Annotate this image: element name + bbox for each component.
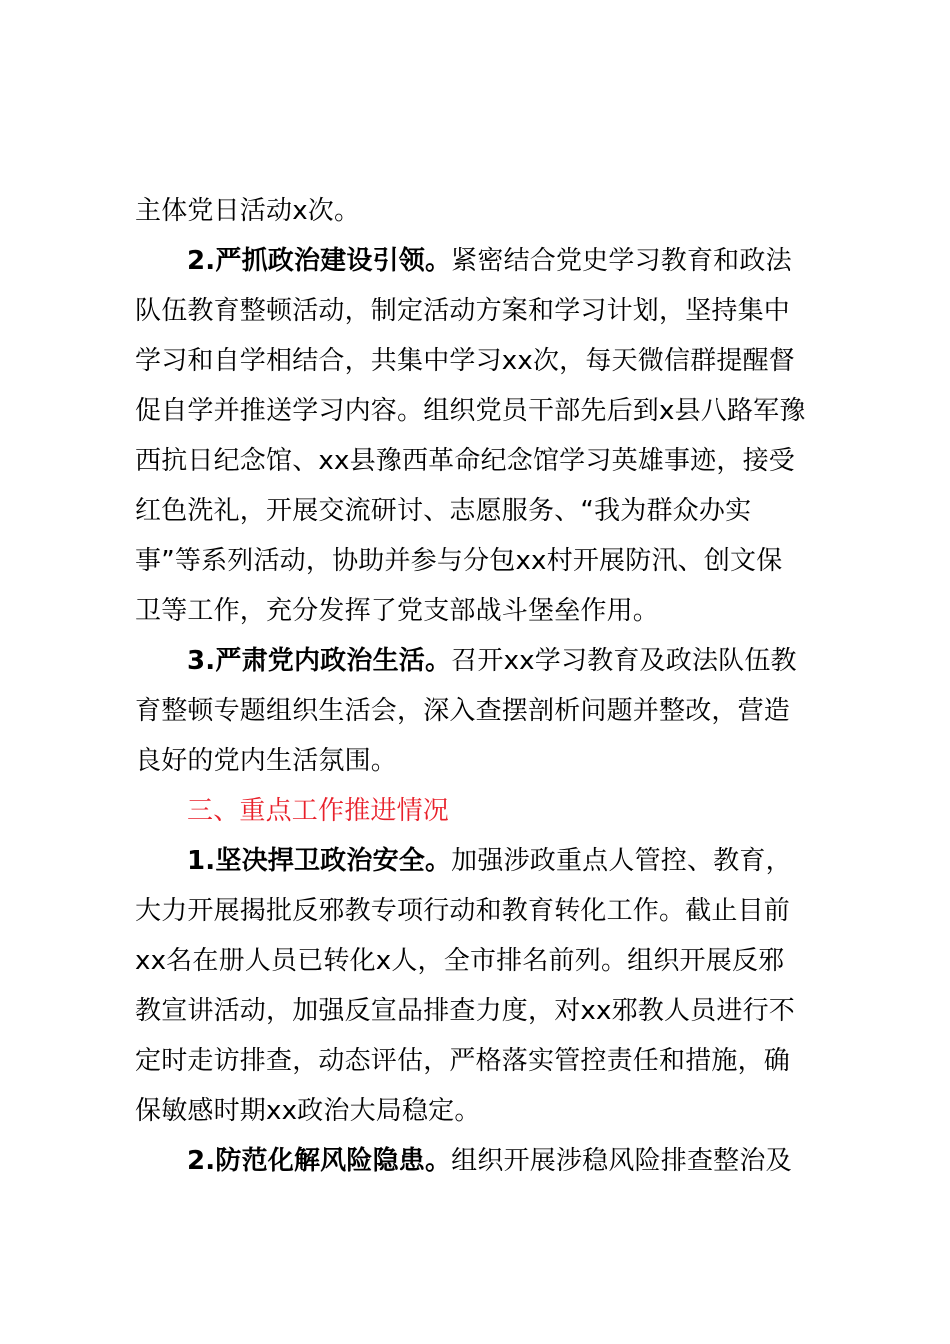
paragraph-first-line [135,836,851,886]
text-line [135,486,851,536]
text-run: 加强涉政重点人管控、教育， [451,846,792,876]
text-line [135,886,851,936]
text-run: 定时走访排查，动态评估，严格落实管控责任和措施，确 [135,1046,791,1076]
text-run: 促自学并推送学习内容。组织党员干部先后到x县八路军豫 [135,396,806,426]
text-line [135,936,851,986]
paragraph-title: 2.严抓政治建设引领。 [187,246,452,276]
text-run: 紧密结合党史学习教育和政法 [451,246,792,276]
text-line [135,686,851,736]
text-run: 教宣讲活动，加强反宣品排查力度，对xx邪教人员进行不 [135,996,795,1026]
text-run: 组织开展涉稳风险排查整治及 [451,1146,792,1176]
text-run: 大力开展揭批反邪教专项行动和教育转化工作。截止目前 [135,896,791,926]
text-line [135,1036,851,1086]
text-run: 红色洗礼，开展交流研讨、志愿服务、“我为群众办实 [135,496,752,526]
text-line [135,586,851,636]
text-line [135,286,851,336]
text-line [135,186,851,236]
text-run: 事”等系列活动，协助并参与分包xx村开展防汛、创文保 [135,546,783,576]
text-run: 保敏感时期xx政治大局稳定。 [135,1096,481,1126]
paragraph-first-line [135,1136,851,1186]
paragraph-title: 2.防范化解风险隐患。 [187,1146,452,1176]
text-run: 学习和自学相结合，共集中学习xx次，每天微信群提醒督 [135,346,795,376]
paragraph-first-line [135,236,851,286]
text-run: 卫等工作，充分发挥了党支部战斗堡垒作用。 [135,596,660,626]
paragraph-title: 3.严肃党内政治生活。 [187,646,452,676]
text-run: xx名在册人员已转化x人，全市排名前列。组织开展反邪 [135,946,785,976]
text-run: 良好的党内生活氛围。 [135,746,398,776]
text-run: 召开xx学习教育及政法队伍教 [451,646,797,676]
text-run: 队伍教育整顿活动，制定活动方案和学习计划，坚持集中 [135,296,791,326]
text-line [135,436,851,486]
document-body [135,186,851,1186]
text-line [135,986,851,1036]
section-heading [135,786,851,836]
text-line [135,1086,851,1136]
paragraph-title: 1.坚决捍卫政治安全。 [187,846,452,876]
paragraph-first-line [135,636,851,686]
section-heading-text: 三、重点工作推进情况 [187,796,450,826]
text-line [135,336,851,386]
text-line [135,736,851,786]
text-line [135,536,851,586]
text-run: 西抗日纪念馆、xx县豫西革命纪念馆学习英雄事迹，接受 [135,446,795,476]
text-run: 育整顿专题组织生活会，深入查摆剖析问题并整改，营造 [135,696,791,726]
text-run: 主体党日活动x次。 [135,196,361,226]
text-line [135,386,851,436]
